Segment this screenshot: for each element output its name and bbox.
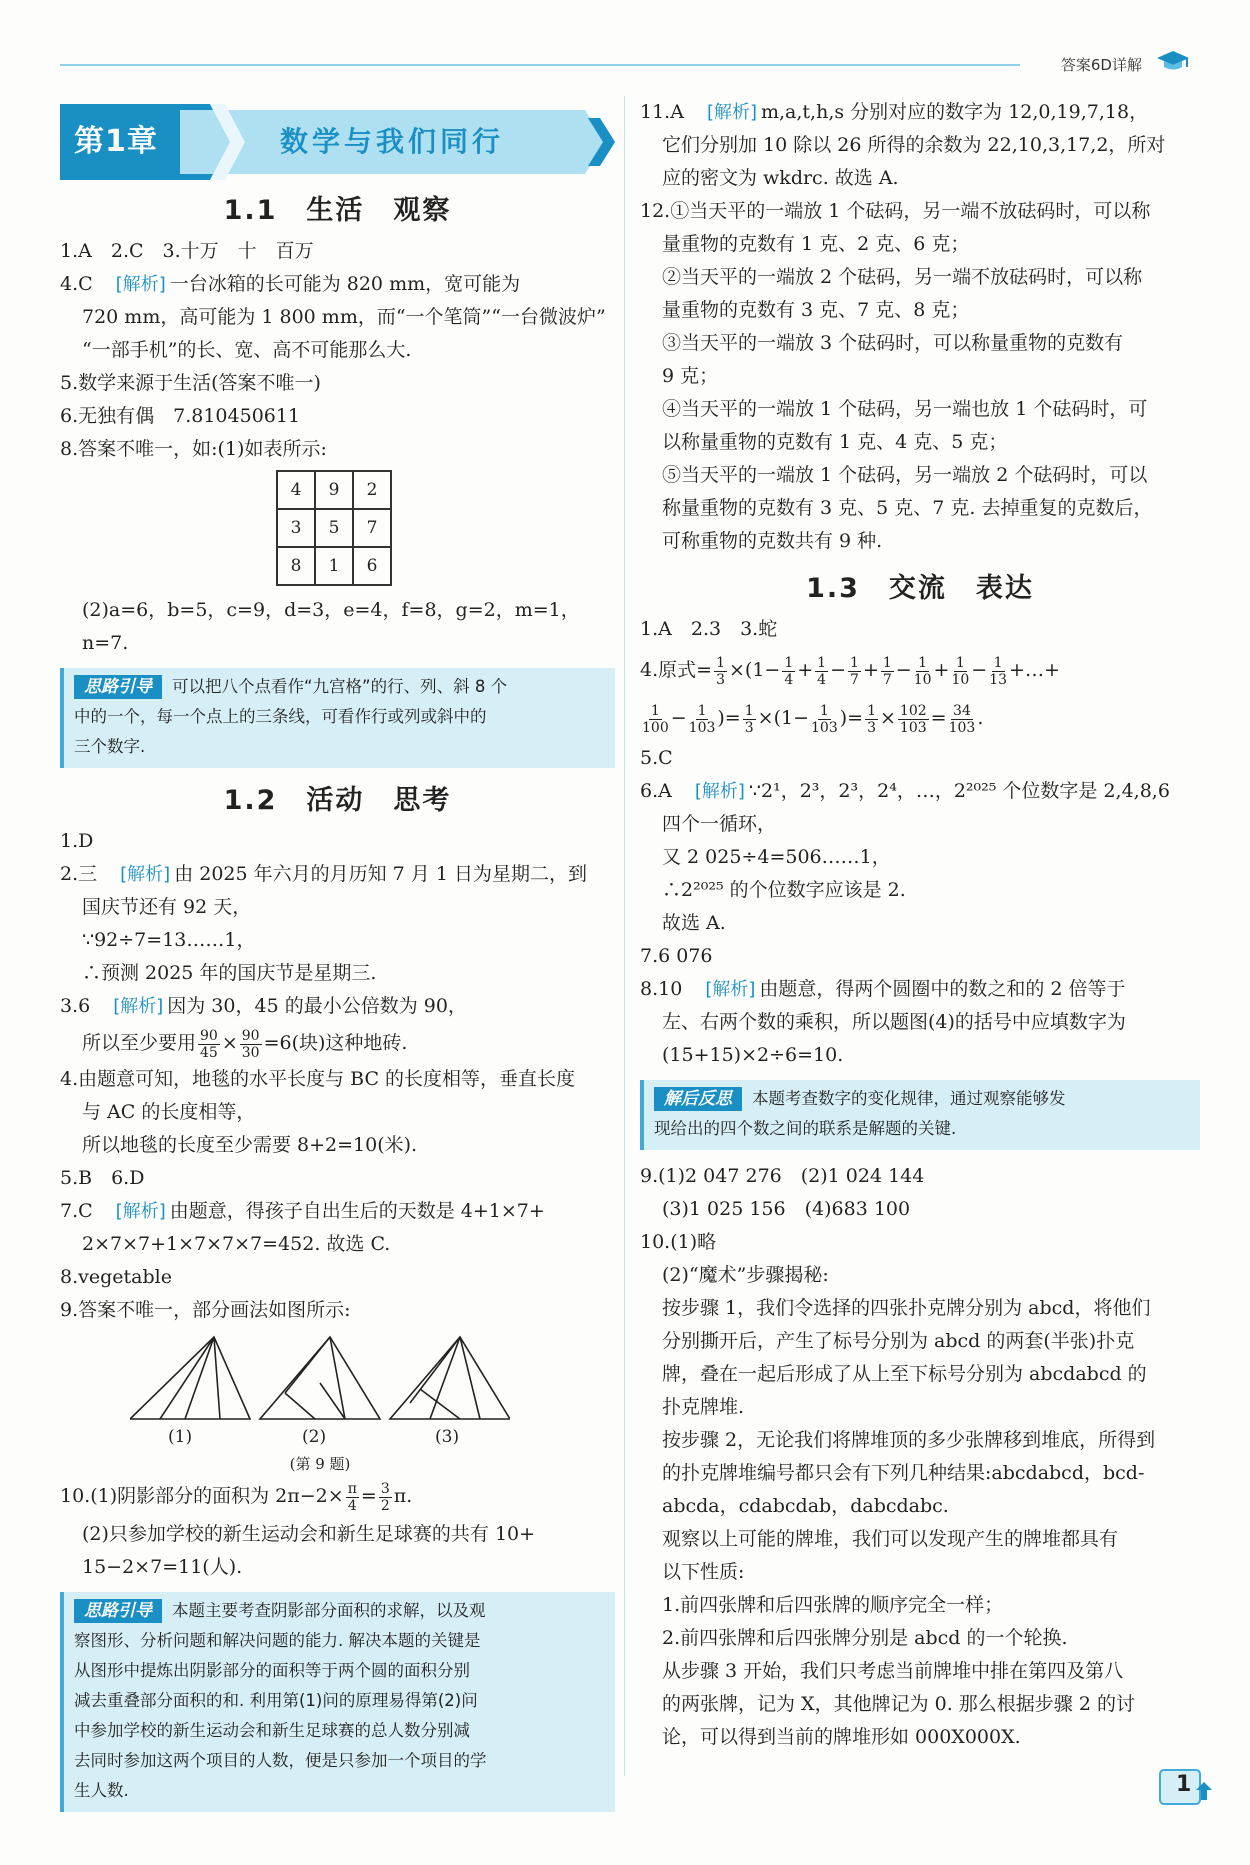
answer-line: 按步骤 1，我们令选择的四张扑克牌分别为 abcd，将他们 xyxy=(662,1297,1151,1319)
answer-line: 10.(1)略 xyxy=(640,1231,717,1253)
magic-square-table xyxy=(276,470,392,586)
answer-line: ∴2²⁰²⁵ 的个位数字应该是 2. xyxy=(662,879,906,901)
graduation-cap-icon xyxy=(1156,48,1190,74)
answer-line: 12.①当天平的一端放 1 个砝码，另一端不放砝码时，可以称 xyxy=(640,200,1151,222)
answer-line: (2)只参加学校的新生运动会和新生足球赛的共有 10+ xyxy=(82,1523,536,1545)
answer-line: 6.无独有偶 7.810450611 xyxy=(60,405,301,427)
chapter-number: 第1章 xyxy=(74,124,158,159)
analysis-tag: [解析] xyxy=(694,781,745,802)
answer-line: 称量重物的克数有 3 克、5 克、7 克. 去掉重复的克数后， xyxy=(662,497,1153,519)
answer-line: 8.10 [解析] 由题意，得两个圆圈中的数之和的 2 倍等于 xyxy=(640,978,1126,1000)
answer-line: 量重物的克数有 3 克、7 克、8 克； xyxy=(662,299,970,321)
grid-cell: 7 xyxy=(353,509,391,547)
tip-box: 思路引导 本题主要考查阴影部分面积的求解，以及观 察图形、分析问题和解决问题的能力. 解决本题的关键是 从图形中提炼出阴影部分的面积等于两个圆的面积分别 减去重叠部分面积的和. 利用第(1)问的原理易得第(2)问 中参加学校的新生运动会和新生足球赛的总人数分别减 去同时参加这两个项目的人数，便是只参加一个项目的学 生人数. xyxy=(60,1592,615,1812)
answer-line: (2)a=6，b=5，c=9，d=3，e=4，f=8，g=2，m=1， xyxy=(82,599,580,621)
figure-label: (1) xyxy=(168,1427,193,1447)
answer-line: 4.C [解析] 一台冰箱的长可能为 820 mm，宽可能为 xyxy=(60,273,521,295)
analysis-tag: [解析] xyxy=(705,979,756,1000)
right-column xyxy=(640,96,1200,1754)
chapter-title: 数学与我们同行 xyxy=(280,125,505,158)
section-title-1-3: 1.3 交流 表达 xyxy=(806,573,1034,604)
answer-line: 1.A 2.3 3.蛇 xyxy=(640,618,778,640)
answer-line: 9.答案不唯一，部分画法如图所示: xyxy=(60,1299,351,1321)
answer-line: 论，可以得到当前的牌堆形如 000X000X. xyxy=(662,1726,1021,1748)
page-number: 1 xyxy=(1176,1772,1192,1797)
answer-line: 又 2 025÷4=506……1， xyxy=(662,846,891,868)
answer-line: 6.A [解析] ∵2¹，2³，2³，2⁴，…，2²⁰²⁵ 个位数字是 2,4,8,6 xyxy=(640,780,1170,802)
grid-cell: 4 xyxy=(277,471,315,509)
answer-line: 3.6 [解析] 因为 30，45 的最小公倍数为 90， xyxy=(60,995,467,1017)
answer-line: 4.原式= $\frac{1}{3}$ ×(1− $\frac{1}{4}$ + $\frac{1}{4}$ − $\frac{1}{7}$ + $\frac{1}{7}$ − $\frac{1}{10}$ + $\frac{1}{10}$ − $\frac{1}{13}$ +…+ xyxy=(640,654,1060,688)
tip-label: 思路引导 xyxy=(74,675,162,699)
answer-line: (3)1 025 156 (4)683 100 xyxy=(662,1198,911,1220)
answer-line: 扑克牌堆. xyxy=(662,1396,745,1418)
grid-cell: 6 xyxy=(353,547,391,585)
answer-line: 的两张牌，记为 X，其他牌记为 0. 那么根据步骤 2 的讨 xyxy=(662,1693,1135,1715)
answer-line: 与 AC 的长度相等， xyxy=(82,1101,256,1123)
header-rule xyxy=(60,64,1020,66)
answer-line: 5.B 6.D xyxy=(60,1167,145,1189)
answer-line: 9.(1)2 047 276 (2)1 024 144 xyxy=(640,1165,925,1187)
grid-cell: 9 xyxy=(315,471,353,509)
answer-line: 11.A [解析] m,a,t,h,s 分别对应的数字为 12,0,19,7,18， xyxy=(640,101,1149,123)
figure-caption: (第 9 题) xyxy=(289,1455,351,1473)
answer-line: 故选 A. xyxy=(662,912,726,934)
answer-line: abcda，cdabcdab，dabcdabc. xyxy=(662,1495,949,1517)
answer-line: 720 mm，高可能为 1 800 mm，而“一个笔筒”“一台微波炉” xyxy=(82,306,606,328)
answer-line: (2)“魔术”步骤揭秘: xyxy=(662,1264,829,1286)
answer-line: 所以至少要用 $\frac{90}{45}$ × $\frac{90}{30}$ =6(块)这种地砖. xyxy=(82,1027,408,1061)
left-column xyxy=(60,96,615,1822)
answer-line: ∵92÷7=13……1， xyxy=(82,929,256,951)
analysis-tag: [解析] xyxy=(113,996,164,1017)
answer-line: 2×7×7+1×7×7×7=452. 故选 C. xyxy=(82,1233,391,1255)
answer-line: (15+15)×2÷6=10. xyxy=(662,1044,844,1066)
analysis-tag: [解析] xyxy=(706,102,757,123)
answer-line: 9 克； xyxy=(662,365,719,387)
page-header xyxy=(60,54,1200,76)
answer-line: ②当天平的一端放 2 个砝码，另一端不放砝码时，可以称 xyxy=(662,266,1143,288)
answer-line: “一部手机”的长、宽、高不可能那么大. xyxy=(82,339,412,361)
section-title-1-1: 1.1 生活 观察 xyxy=(223,195,452,226)
grid-cell: 5 xyxy=(315,509,353,547)
answer-line: 国庆节还有 92 天， xyxy=(82,896,252,918)
answer-line: 1.D xyxy=(60,830,94,852)
answer-line: n=7. xyxy=(82,632,129,654)
analysis-tag: [解析] xyxy=(115,1201,166,1222)
tip-box: 思路引导 可以把八个点看作“九宫格”的行、列、斜 8 个 中的一个，每一个点上的三条线，可看作行或列或斜中的 三个数字. xyxy=(60,668,615,768)
answer-line: 5.数学来源于生活(答案不唯一) xyxy=(60,372,321,394)
chapter-banner xyxy=(60,104,615,180)
answer-line: 2.前四张牌和后四张牌分别是 abcd 的一个轮换. xyxy=(662,1627,1068,1649)
tip-label: 解后反思 xyxy=(654,1087,742,1111)
answer-line: 量重物的克数有 1 克、2 克、6 克； xyxy=(662,233,970,255)
figure-9 xyxy=(130,1333,615,1474)
answer-line: 4.由题意可知，地毯的水平长度与 BC 的长度相等，垂直长度 xyxy=(60,1068,576,1090)
tip-box: 解后反思 本题考查数字的变化规律，通过观察能够发 现给出的四个数之间的联系是解题的关键. xyxy=(640,1080,1200,1150)
answer-line: 从步骤 3 开始，我们只考虑当前牌堆中排在第四及第八 xyxy=(662,1660,1124,1682)
grid-cell: 3 xyxy=(277,509,315,547)
answer-line: 1.A 2.C 3.十万 十 百万 xyxy=(60,240,314,262)
answer-line: 2.三 [解析] 由 2025 年六月的月历知 7 月 1 日为星期二，到 xyxy=(60,863,587,885)
answer-line: 分别撕开后，产生了标号分别为 abcd 的两套(半张)扑克 xyxy=(662,1330,1135,1352)
answer-line: ∴预测 2025 年的国庆节是星期三. xyxy=(82,962,377,984)
answer-line: 1.前四张牌和后四张牌的顺序完全一样； xyxy=(662,1594,1004,1616)
grid-cell: 2 xyxy=(353,471,391,509)
answer-line: 应的密文为 wkdrc. 故选 A. xyxy=(662,167,899,189)
answer-line: 15−2×7=11(人). xyxy=(82,1556,243,1578)
answer-line: ③当天平的一端放 3 个砝码时，可以称量重物的克数有 xyxy=(662,332,1124,354)
answer-line: 左、右两个数的乘积，所以题图(4)的括号中应填数字为 xyxy=(662,1011,1126,1033)
answer-line: 7.6 076 xyxy=(640,945,713,967)
answer-line: 可称重物的克数共有 9 种. xyxy=(662,530,883,552)
answer-line: 8.答案不唯一，如:(1)如表所示: xyxy=(60,438,327,460)
grid-cell: 1 xyxy=(315,547,353,585)
answer-line: 7.C [解析] 由题意，得孩子自出生后的天数是 4+1×7+ xyxy=(60,1200,545,1222)
answer-line: 的扑克牌堆编号都只会有下列几种结果:abcdabcd，bcd- xyxy=(662,1462,1145,1484)
column-divider xyxy=(624,96,625,1776)
grid-cell: 8 xyxy=(277,547,315,585)
answer-line: 四个一循环， xyxy=(662,813,777,835)
answer-line: 它们分别加 10 除以 26 所得的余数为 22,10,3,17,2，所对 xyxy=(662,134,1166,156)
answer-line: 观察以上可能的牌堆，我们可以发现产生的牌堆都具有 xyxy=(662,1528,1119,1550)
answer-line: $\frac{1}{100}$ − $\frac{1}{103}$ )= $\frac{1}{3}$ ×(1− $\frac{1}{103}$ )= $\frac{1}{3}$ × $\frac{102}{103}$ = $\frac{34}{103}$ . xyxy=(642,702,984,736)
header-text: 答案6D详解 xyxy=(1060,56,1142,74)
answer-line: 牌，叠在一起后形成了从上至下标号分别为 abcdabcd 的 xyxy=(662,1363,1147,1385)
section-title-1-2: 1.2 活动 思考 xyxy=(223,785,452,816)
answer-line: 以称量重物的克数有 1 克、4 克、5 克； xyxy=(662,431,1008,453)
figure-label: (3) xyxy=(435,1427,460,1447)
answer-line: 5.C xyxy=(640,747,673,769)
tip-label: 思路引导 xyxy=(74,1599,162,1623)
answer-line: 8.vegetable xyxy=(60,1266,172,1288)
answer-line: 以下性质: xyxy=(662,1561,745,1583)
answer-line: 所以地毯的长度至少需要 8+2=10(米). xyxy=(82,1134,418,1156)
answer-line: 按步骤 2，无论我们将牌堆顶的多少张牌移到堆底，所得到 xyxy=(662,1429,1156,1451)
triangle-figures xyxy=(130,1333,510,1423)
analysis-tag: [解析] xyxy=(115,274,166,295)
analysis-tag: [解析] xyxy=(120,864,171,885)
figure-label: (2) xyxy=(302,1427,327,1447)
answer-line: 10.(1)阴影部分的面积为 2π−2× $\frac{\pi}{4}$ = $\frac{3}{2}$ π. xyxy=(60,1480,413,1514)
answer-line: ⑤当天平的一端放 1 个砝码，另一端放 2 个砝码时，可以 xyxy=(662,464,1148,486)
answer-line: ④当天平的一端放 1 个砝码，另一端也放 1 个砝码时，可 xyxy=(662,398,1148,420)
